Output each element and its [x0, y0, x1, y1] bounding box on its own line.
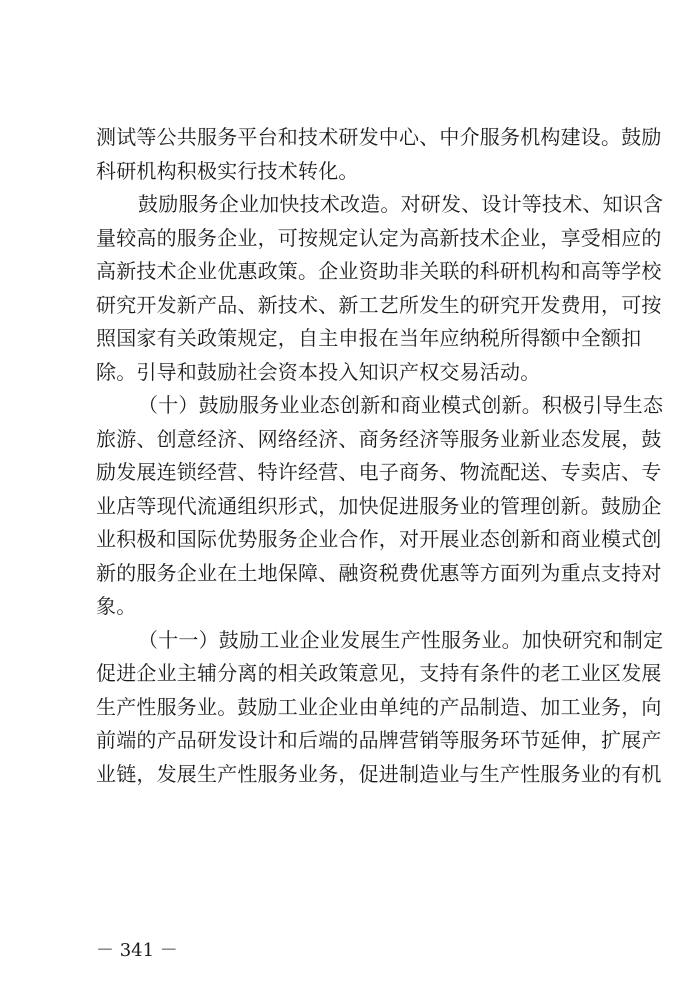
text-line: 前端的产品研发设计和后端的品牌营销等服务环节延伸，扩展产 — [96, 728, 662, 752]
text-line: 研究开发新产品、新技术、新工艺所发生的研究开发费用，可按 — [96, 292, 662, 317]
text-line: 量较高的服务企业，可按规定认定为高新技术企业，享受相应的 — [96, 225, 662, 250]
text-line: 促进企业主辅分离的相关政策意见，支持有条件的老工业区发展 — [96, 661, 662, 685]
text-line: 业积极和国际优势服务企业合作，对开展业态创新和商业模式创 — [96, 527, 662, 551]
text-line: 旅游、创意经济、网络经济、商务经济等服务业新业态发展，鼓 — [96, 426, 662, 451]
text-line: 科研机构积极实行技术转化。 — [96, 158, 359, 183]
text-line: 生产性服务业。鼓励工业企业由单纯的产品制造、加工业务，向 — [96, 694, 662, 719]
page-number: － 341 － — [96, 940, 178, 961]
text-line: 业链，发展生产性服务业务，促进制造业与生产性服务业的有机 — [96, 761, 662, 786]
text-line: 高新技术企业优惠政策。企业资助非关联的科研机构和高等学校 — [96, 259, 662, 283]
text-line: 业店等现代流通组织形式，加快促进服务业的管理创新。鼓励企 — [96, 493, 662, 518]
body-text — [96, 121, 664, 791]
text-line: （十）鼓励服务业业态创新和商业模式创新。积极引导生态 — [138, 393, 664, 417]
text-line: 励发展连锁经营、特许经营、电子商务、物流配送、专卖店、专 — [96, 460, 662, 484]
text-line: 除。引导和鼓励社会资本投入知识产权交易活动。 — [96, 359, 541, 384]
text-line: 照国家有关政策规定，自主申报在当年应纳税所得额中全额扣 — [96, 326, 642, 350]
text-line: 测试等公共服务平台和技术研发中心、中介服务机构建设。鼓励 — [96, 125, 662, 149]
text-line: （十一）鼓励工业企业发展生产性服务业。加快研究和制定 — [138, 627, 664, 652]
text-line: 新的服务企业在土地保障、融资税费优惠等方面列为重点支持对 — [96, 560, 662, 585]
text-line: 鼓励服务企业加快技术改造。对研发、设计等技术、知识含 — [138, 192, 664, 216]
text-line: 象。 — [96, 594, 137, 618]
